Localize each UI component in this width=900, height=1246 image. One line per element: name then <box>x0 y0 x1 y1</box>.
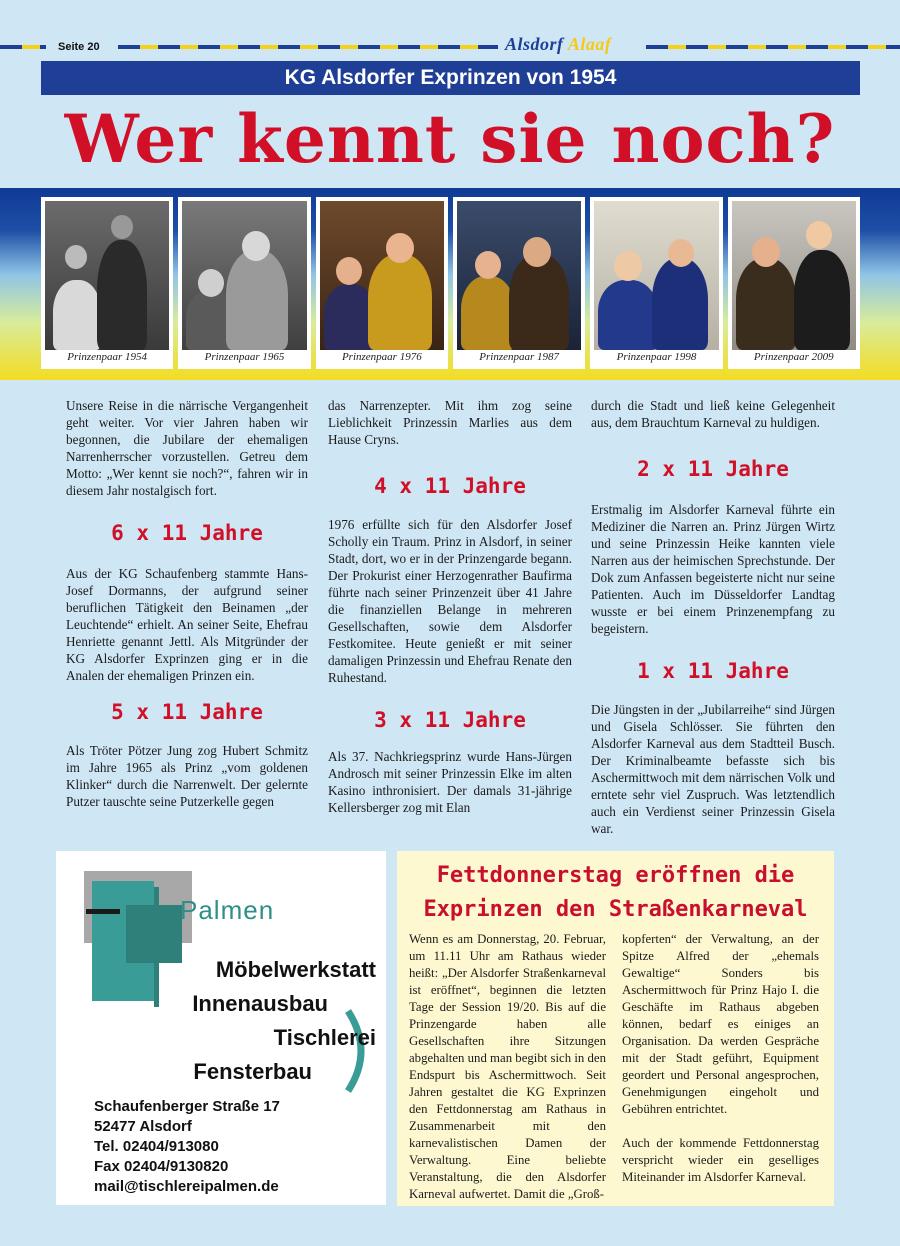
paragraph-22: Erstmalig im Alsdorfer Karneval führte ein Mediziner die Narren an. Prinz Jürgen Wirtz und seine Prinzessin Heike kannten viele Narren aus der heimischen Sprechstunde. Der Dok zum Anfassen begeisterte nicht nur seine Patienten. Auch im Düsseldorfer Landtag wusste er bei einem Prinzenempfang zu begeistern. <box>591 502 835 636</box>
subheading-66: 6 x 11 Jahre <box>111 521 263 545</box>
ad-street: Schaufenberger Straße 17 <box>94 1098 280 1115</box>
subheading-33: 3 x 11 Jahre <box>374 708 526 732</box>
photo-image <box>457 201 581 350</box>
paragraph-55-part1: Als Tröter Pötzer Jung zog Hubert Schmitz im Jahre 1965 als Prinz „vom goldenen Klinker“ durch die Narrenwelt. Der gelernte Putzer tauschte seine Putzerkelle gegen <box>66 743 308 809</box>
section-title: KG Alsdorfer Exprinzen von 1954 <box>41 61 860 95</box>
photo-caption: Prinzenpaar 1987 <box>479 351 560 363</box>
ad-service-line: Möbelwerkstatt <box>215 957 376 982</box>
photo-card <box>590 197 722 369</box>
ad-phone: Tel. 02404/913080 <box>94 1138 219 1155</box>
dash-line-middle <box>118 45 498 49</box>
subheading-44: 4 x 11 Jahre <box>374 474 526 498</box>
headline: Wer kennt sie noch? <box>64 100 836 178</box>
photo-caption: Prinzenpaar 1954 <box>67 351 148 363</box>
dash-line-left <box>0 45 46 49</box>
page-number: Seite 20 <box>58 41 100 53</box>
photo-image <box>182 201 306 350</box>
paragraph-33-part2: durch die Stadt und ließ keine Gelegenheit aus, dem Brauchtum Karneval zu huldigen. <box>591 398 835 430</box>
ad-contact <box>94 1097 280 1197</box>
ad-brand-name: Palmen <box>180 895 275 925</box>
brand-logo: Alsdorf Alaaf <box>505 34 612 54</box>
info-box-title: Fettdonnerstag eröffnen die Exprinzen den Straßenkarneval <box>423 863 808 922</box>
photo-caption: Prinzenpaar 1998 <box>616 351 697 363</box>
paragraph-33-part1: Als 37. Nachkriegsprinz wurde Hans-Jürgen Androsch mit seiner Prinzessin Elke im alten Kasino inthronisiert. Der damals 31-jährige Kellersberger zog mit Elan <box>328 749 572 815</box>
ad-service-line: Innenausbau <box>192 991 328 1016</box>
info-box-column-1 <box>409 931 606 1203</box>
photo-caption: Prinzenpaar 1965 <box>204 351 285 363</box>
ad-fax: Fax 02404/9130820 <box>94 1158 229 1175</box>
photo-caption: Prinzenpaar 2009 <box>753 351 834 363</box>
photo-caption: Prinzenpaar 1976 <box>341 351 422 363</box>
photo-image <box>45 201 169 350</box>
article-column-2 <box>328 397 572 816</box>
paragraph-11: Die Jüngsten in der „Jubilarreihe“ sind Jürgen und Gisela Schlösser. Sie führten den Alsdorfer Karneval aus dem Stadtteil Busch. Der Kriminalbeamte befasste sich bis Aschermittwoch mit dem närrischen Volk und erntete sehr viel Zuspruch. Was letztendlich auch ein Verdienst seiner Prinzessin Gisela war. <box>591 702 835 836</box>
subheading-55: 5 x 11 Jahre <box>111 700 263 724</box>
dash-line-right <box>646 45 900 49</box>
ad-service-line: Fensterbau <box>193 1059 312 1084</box>
info-box-paragraph: Auch der kommende Fettdonnerstag verspricht wieder ein geselliges Miteinander im Alsdorfer Karneval. <box>622 1136 819 1184</box>
info-box-column-2 <box>622 931 819 1186</box>
ad-city: 52477 Alsdorf <box>94 1118 192 1135</box>
intro-paragraph: Unsere Reise in die närrische Vergangenheit geht weiter. Vor vier Jahren haben wir begonnen, die Jubilare der ehemaligen Narrenherrscher vorzustellen. Getreu dem Motto: „Wer kennt sie noch?“, fahren wir in diesem Jahr nostalgisch fort. <box>66 398 308 498</box>
subheading-22: 2 x 11 Jahre <box>637 457 789 481</box>
advertisement-palmen <box>56 851 386 1205</box>
top-strip <box>0 34 900 54</box>
ad-email: mail@tischlereipalmen.de <box>94 1178 279 1195</box>
photo-card <box>41 197 173 369</box>
article-column-1 <box>66 397 308 810</box>
ad-service-line: Tischlerei <box>273 1025 376 1050</box>
photo-image <box>732 201 856 350</box>
ad-services <box>126 953 376 1089</box>
photo-card <box>728 197 860 369</box>
photo-card <box>178 197 310 369</box>
photo-image <box>320 201 444 350</box>
paragraph-66: Aus der KG Schaufenberg stammte Hans-Josef Dormanns, der aufgrund seiner beruflichen Tätigkeit den Beinamen „der Leuchtende“ erhielt. An seiner Seite, Ehefrau Henriette genannt Jettl. Als Mitgründer der KG Alsdorfer Exprinzen ging er in die Analen der ehemaligen Prinzen ein. <box>66 566 308 683</box>
photo-image <box>594 201 718 350</box>
photo-strip <box>41 197 860 369</box>
article-column-3 <box>591 397 835 837</box>
info-box <box>397 851 834 1206</box>
info-box-paragraph: kopferten“ der Verwaltung, an der Spitze Alfred der „ehemals Gewaltige“ Sonders bis Aschermittwoch für Prinz Hajo I. die Geschäfte im Rathaus abgeben können, bedarf es einiges an Organisation. Da werden Gespräche mit der Stadt geführt, Equipment geordert und Personal angesprochen, Genehmigungen eingeholt und Gebühren entrichtet. <box>622 932 819 1116</box>
photo-card <box>316 197 448 369</box>
paragraph-44: 1976 erfüllte sich für den Alsdorfer Josef Scholly ein Traum. Prinz in Alsdorf, in seiner Stadt, dort, wo er in der Prinzengarde begann. Der Prokurist einer Herzogenrather Baufirma führte nach seiner Prinzenzeit über 41 Jahre die finanziellen Belange in mehreren Gesellschaften, sowie dem Alsdorfer Festkomitee. Heute genießt er mit seiner damaligen Prinzessin und Ehefrau Renate den Ruhestand. <box>328 517 572 685</box>
info-box-paragraph: Wenn es am Donnerstag, 20. Februar, um 11.11 Uhr am Rathaus wieder heißt: „Der Alsdorfer Straßenkarneval ist eröffnet“, beginnen die letzten Tage der Session 19/20. Bis auf die Prinzengarde haben alle Gesellschaften ihre Sitzungen abgehalten und man begibt sich in den Endspurt bis Aschermittwoch. Seit Jahren gestaltet die KG Exprinzen den Fettdonnerstag am Rathaus in Zusammenarbeit mit den karnevalistischen Damen der Verwaltung. Eine beliebte Veranstaltung, die den Alsdorfer Karneval aufwertet. Damit die „Groß- <box>409 932 606 1201</box>
photo-card <box>453 197 585 369</box>
subheading-11: 1 x 11 Jahre <box>637 659 789 683</box>
paragraph-55-part2: das Narrenzepter. Mit ihm zog seine Lieblichkeit Prinzessin Marlies aus dem Hause Cryns. <box>328 398 572 447</box>
